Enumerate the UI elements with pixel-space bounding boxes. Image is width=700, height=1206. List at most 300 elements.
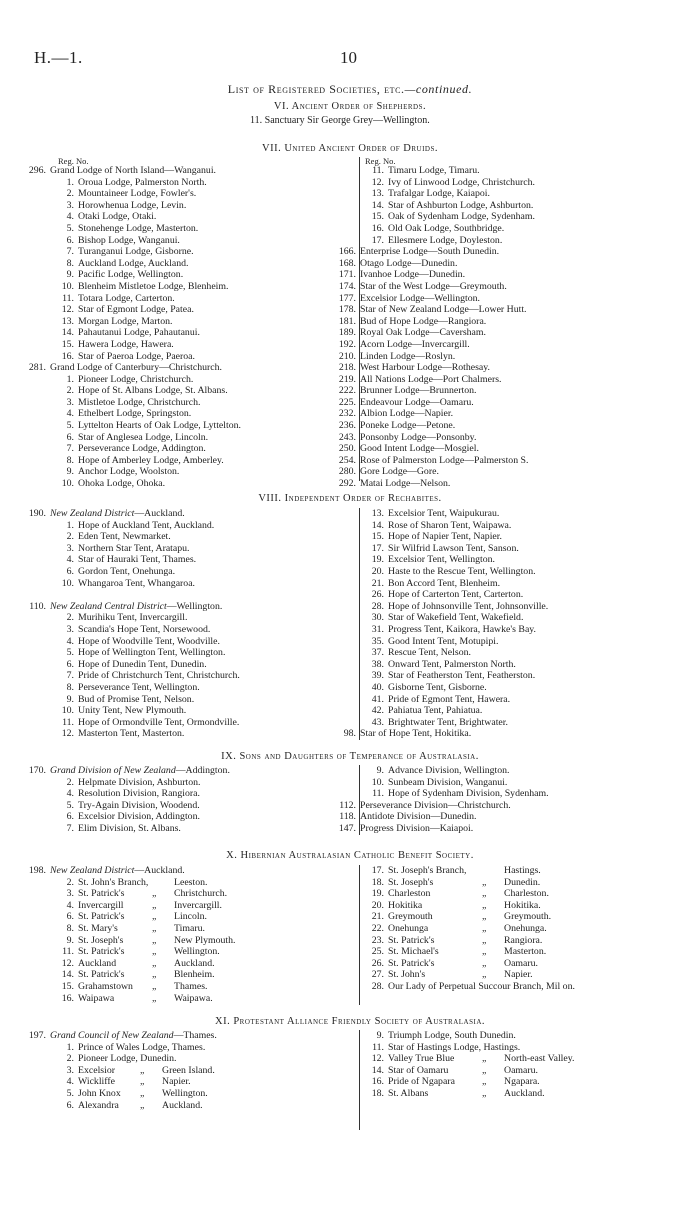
list-item bbox=[322, 165, 535, 177]
entry-text: —Auckland. bbox=[134, 508, 185, 519]
entry-text: Stonehenge Lodge, Masterton. bbox=[78, 222, 199, 234]
entry-number: 26. bbox=[371, 957, 384, 969]
entry-text: Royal Oak Lodge—Caversham. bbox=[360, 327, 486, 339]
entry-location: Napier. bbox=[504, 969, 533, 981]
entry-number: 4. bbox=[66, 899, 74, 911]
entry-text: Star of New Zealand Lodge—Lower Hutt. bbox=[360, 304, 527, 316]
ditto-mark: „ bbox=[482, 957, 487, 969]
entry-text: Trafalgar Lodge, Kaiapoi. bbox=[388, 188, 490, 200]
entry-text: Otaki Lodge, Otaki. bbox=[78, 211, 157, 223]
entry-number: 232. bbox=[338, 408, 356, 420]
list-item bbox=[322, 443, 535, 455]
list-item bbox=[12, 823, 230, 835]
ditto-mark: „ bbox=[140, 1087, 145, 1099]
entry-number: 7. bbox=[66, 822, 74, 834]
entry-name: St. Michael's bbox=[388, 946, 439, 958]
ditto-mark: „ bbox=[482, 876, 487, 888]
list-item bbox=[322, 281, 535, 293]
entry-text: Murihiku Tent, Invercargill. bbox=[78, 612, 188, 624]
entry-text: Ellesmere Lodge, Doyleston. bbox=[388, 234, 503, 246]
entry-text: —Addington. bbox=[175, 765, 230, 776]
list-item bbox=[12, 223, 241, 235]
entry-text: Pacific Lodge, Wellington. bbox=[78, 269, 184, 281]
entry-title-italic: New Zealand District bbox=[50, 508, 135, 519]
list-item bbox=[322, 946, 575, 958]
list-item bbox=[12, 327, 241, 339]
entry-number: 168. bbox=[338, 257, 356, 269]
list-item bbox=[12, 362, 241, 374]
entry-text: Hawera Lodge, Hawera. bbox=[78, 338, 174, 350]
entry-number: 3. bbox=[66, 542, 74, 554]
entry-title-italic: Grand Division of New Zealand bbox=[50, 765, 176, 776]
section-x-left-column bbox=[12, 865, 236, 1004]
entry-number: 31. bbox=[371, 623, 384, 635]
entry-text: Blenheim Mistletoe Lodge, Blenheim. bbox=[78, 280, 229, 292]
entry-text: Sunbeam Division, Wanganui. bbox=[388, 776, 508, 788]
list-item bbox=[12, 339, 241, 351]
entry-number: 4. bbox=[66, 635, 74, 647]
entry-number: 40. bbox=[371, 681, 384, 693]
ditto-mark: „ bbox=[482, 1087, 487, 1099]
list-item bbox=[322, 269, 535, 281]
entry-number: 10. bbox=[61, 577, 74, 589]
list-item bbox=[12, 636, 240, 648]
entry-text: Poneke Lodge—Petone. bbox=[360, 420, 456, 432]
list-item bbox=[12, 508, 240, 520]
entry-name: Star of Oamaru bbox=[388, 1064, 449, 1076]
entry-number: 11. bbox=[62, 946, 74, 958]
list-item bbox=[322, 351, 535, 363]
entry-number: 3. bbox=[66, 199, 74, 211]
entry-name: Pride of Ngapara bbox=[388, 1076, 455, 1088]
entry-number: 14. bbox=[371, 1064, 384, 1076]
entry-number: 12. bbox=[371, 1053, 384, 1065]
list-item bbox=[322, 1030, 574, 1042]
entry-number: 6. bbox=[66, 811, 74, 823]
list-item bbox=[12, 316, 241, 328]
list-item bbox=[12, 304, 241, 316]
entry-location: Timaru. bbox=[174, 922, 205, 934]
entry-location: Hokitika. bbox=[504, 899, 541, 911]
list-item bbox=[322, 647, 548, 659]
entry-name: St. Patrick's bbox=[78, 911, 125, 923]
entry-number: 3. bbox=[66, 623, 74, 635]
list-item bbox=[322, 601, 548, 613]
entry-text: Grand Lodge of North Island—Wanganui. bbox=[50, 165, 216, 176]
entry-text: Excelsior Division, Addington. bbox=[78, 811, 200, 823]
list-item bbox=[322, 200, 535, 212]
entry-number: 30. bbox=[371, 612, 384, 624]
entry-number: 236. bbox=[338, 420, 356, 432]
entry-text: Rose of Sharon Tent, Waipawa. bbox=[388, 519, 512, 531]
entry-name: St. Mary's bbox=[78, 922, 118, 934]
list-item bbox=[12, 293, 241, 305]
ditto-mark: „ bbox=[482, 1064, 487, 1076]
list-item bbox=[12, 981, 236, 993]
entry-number: 4. bbox=[66, 211, 74, 223]
entry-number: 4. bbox=[66, 788, 74, 800]
entry-name: Hokitika bbox=[388, 899, 423, 911]
entry-number: 222. bbox=[338, 385, 356, 397]
entry-number: 16. bbox=[61, 992, 74, 1004]
entry-text: Excelsior Tent, Wellington. bbox=[388, 554, 495, 566]
entry-number: 18. bbox=[371, 1087, 384, 1099]
entry-number: 2. bbox=[66, 188, 74, 200]
list-item bbox=[322, 362, 535, 374]
list-item bbox=[12, 670, 240, 682]
entry-number: 27. bbox=[371, 969, 384, 981]
entry-text: Ethelbert Lodge, Springston. bbox=[78, 408, 192, 420]
list-item bbox=[322, 589, 548, 601]
entry-number: 178. bbox=[338, 304, 356, 316]
list-item bbox=[322, 969, 575, 981]
list-item bbox=[12, 888, 236, 900]
list-item bbox=[12, 165, 241, 177]
list-item bbox=[12, 717, 240, 729]
entry-text: Hope of Wellington Tent, Wellington. bbox=[78, 647, 226, 659]
entry-number: 41. bbox=[371, 693, 384, 705]
list-item bbox=[12, 705, 240, 717]
entry-text: Endeavour Lodge—Oamaru. bbox=[360, 396, 474, 408]
entry-number: 14. bbox=[371, 519, 384, 531]
ditto-mark: „ bbox=[152, 911, 157, 923]
section-ix-left-column bbox=[12, 765, 230, 835]
entry-number: 21. bbox=[371, 577, 384, 589]
entry-number: 177. bbox=[338, 292, 356, 304]
entry-number: 20. bbox=[371, 899, 384, 911]
entry-text: Resolution Division, Rangiora. bbox=[78, 788, 200, 800]
entry-title-italic: New Zealand District bbox=[50, 865, 135, 876]
ditto-mark: „ bbox=[152, 992, 157, 1004]
list-item bbox=[12, 578, 240, 590]
ditto-mark: „ bbox=[140, 1064, 145, 1076]
entry-name: Charleston bbox=[388, 888, 431, 900]
entry-text: Pioneer Lodge, Christchurch. bbox=[78, 373, 194, 385]
entry-text: Triumph Lodge, South Dunedin. bbox=[388, 1030, 516, 1041]
entry-title-italic: Grand Council of New Zealand bbox=[50, 1030, 174, 1041]
entry-text: Matai Lodge—Nelson. bbox=[360, 478, 451, 490]
entry-number: 166. bbox=[338, 246, 356, 258]
entry-number: 18. bbox=[371, 876, 384, 888]
section-vi-heading: VI. Ancient Order of Shepherds. bbox=[273, 101, 427, 112]
list-item bbox=[12, 1076, 217, 1088]
entry-text: Our Lady of Perpetual Succour Branch, Mil on. bbox=[388, 980, 575, 992]
ditto-mark: „ bbox=[482, 899, 487, 911]
entry-text: Pride of Christchurch Tent, Christchurch. bbox=[78, 670, 240, 682]
list-item bbox=[322, 420, 535, 432]
entry-text: Hope of Napier Tent, Napier. bbox=[388, 531, 502, 543]
entry-number: 6. bbox=[66, 565, 74, 577]
entry-number: 181. bbox=[338, 315, 356, 327]
entry-number: 5. bbox=[66, 420, 74, 432]
entry-text: Auckland Lodge, Auckland. bbox=[78, 257, 189, 269]
section-xi-left-column bbox=[12, 1030, 217, 1111]
entry-text: Star of Featherston Tent, Featherston. bbox=[388, 670, 536, 682]
entry-number: 6. bbox=[66, 1099, 74, 1111]
entry-text: Gordon Tent, Onehunga. bbox=[78, 565, 176, 577]
entry-number: 250. bbox=[338, 443, 356, 455]
list-item bbox=[322, 188, 535, 200]
list-item bbox=[322, 508, 548, 520]
entry-number: 8. bbox=[66, 257, 74, 269]
entry-text: Good Intent Tent, Motupipi. bbox=[388, 635, 499, 647]
entry-number: 16. bbox=[61, 350, 74, 362]
entry-text: Excelsior Tent, Waipukurau. bbox=[388, 508, 500, 519]
list-item bbox=[12, 408, 241, 420]
entry-number: 112. bbox=[339, 799, 356, 811]
entry-name: St. Joseph's bbox=[388, 876, 434, 888]
list-item bbox=[322, 958, 575, 970]
list-item bbox=[12, 566, 240, 578]
section-viii-left-column bbox=[12, 508, 240, 740]
entry-text: Pahiatua Tent, Pahiatua. bbox=[388, 705, 483, 717]
entry-text: Progress Division—Kaiapoi. bbox=[360, 822, 474, 834]
list-item bbox=[322, 888, 575, 900]
entry-number: 10. bbox=[61, 280, 74, 292]
section-x-heading: X. Hibernian Australasian Catholic Benefit Society. bbox=[226, 850, 474, 861]
entry-name: St. Patrick's bbox=[388, 957, 435, 969]
entry-text: Star of Anglesea Lodge, Lincoln. bbox=[78, 431, 209, 443]
list-item bbox=[12, 520, 240, 532]
entry-text: Totara Lodge, Carterton. bbox=[78, 292, 175, 304]
entry-text: Hope of Auckland Tent, Auckland. bbox=[78, 519, 215, 531]
list-item bbox=[12, 969, 236, 981]
entry-number: 37. bbox=[371, 647, 384, 659]
entry-name: Grahamstown bbox=[78, 980, 133, 992]
entry-name: St. Joseph's Branch, bbox=[388, 865, 467, 876]
entry-name: St. Joseph's bbox=[78, 934, 124, 946]
list-item bbox=[12, 258, 241, 270]
list-gap bbox=[12, 589, 240, 601]
entry-number: 9. bbox=[66, 693, 74, 705]
entry-number: 189. bbox=[338, 327, 356, 339]
entry-number: 3. bbox=[66, 396, 74, 408]
entry-number: 9. bbox=[66, 466, 74, 478]
list-item bbox=[322, 694, 548, 706]
entry-number: 5. bbox=[66, 647, 74, 659]
entry-number: 14. bbox=[371, 199, 384, 211]
ditto-mark: „ bbox=[152, 969, 157, 981]
list-item bbox=[12, 935, 236, 947]
list-item bbox=[322, 1053, 574, 1065]
entry-number: 7. bbox=[66, 246, 74, 258]
section-viii-heading: VIII. Independent Order of Rechabites. bbox=[258, 493, 442, 504]
list-item bbox=[12, 420, 241, 432]
entry-number: 13. bbox=[371, 188, 384, 200]
entry-name: Valley True Blue bbox=[388, 1053, 455, 1065]
entry-text: Gore Lodge—Gore. bbox=[360, 466, 439, 478]
entry-text: Albion Lodge—Napier. bbox=[360, 408, 454, 420]
entry-text: —Thames. bbox=[173, 1030, 217, 1041]
section-viii-right-column bbox=[322, 508, 548, 740]
entry-number: 11. bbox=[62, 716, 74, 728]
entry-number: 5. bbox=[66, 799, 74, 811]
entry-number: 10. bbox=[61, 705, 74, 717]
entry-location: North-east Valley. bbox=[504, 1053, 575, 1065]
list-item bbox=[322, 316, 535, 328]
entry-text: Perseverance Lodge, Addington. bbox=[78, 443, 206, 455]
entry-number: 6. bbox=[66, 658, 74, 670]
entry-text: Hope of Johnsonville Tent, Johnsonville. bbox=[388, 600, 549, 612]
list-item bbox=[12, 443, 241, 455]
entry-number: 15. bbox=[61, 980, 74, 992]
entry-location: Wellington. bbox=[162, 1087, 208, 1099]
entry-name: Invercargill bbox=[78, 899, 124, 911]
entry-text: Bud of Promise Tent, Nelson. bbox=[78, 693, 195, 705]
list-item bbox=[322, 811, 549, 823]
ditto-mark: „ bbox=[152, 946, 157, 958]
list-item bbox=[322, 566, 548, 578]
entry-text: Hope of Sydenham Division, Sydenham. bbox=[388, 788, 549, 800]
entry-text: Ivanhoe Lodge—Dunedin. bbox=[360, 269, 466, 281]
entry-text: Otago Lodge—Dunedin. bbox=[360, 257, 458, 269]
entry-text: Turanganui Lodge, Gisborne. bbox=[78, 246, 194, 258]
entry-name: John Knox bbox=[78, 1087, 121, 1099]
entry-number: 19. bbox=[371, 554, 384, 566]
entry-text: Star of Paeroa Lodge, Paeroa. bbox=[78, 350, 195, 362]
list-item bbox=[322, 543, 548, 555]
entry-text: Ivy of Linwood Lodge, Christchurch. bbox=[388, 176, 535, 188]
ditto-mark: „ bbox=[152, 980, 157, 992]
list-item bbox=[12, 351, 241, 363]
list-item bbox=[322, 327, 535, 339]
list-item bbox=[12, 397, 241, 409]
section-xi-heading: XI. Protestant Alliance Friendly Society of Australasia. bbox=[215, 1016, 485, 1027]
list-item bbox=[12, 946, 236, 958]
entry-text: Northern Star Tent, Aratapu. bbox=[78, 542, 190, 554]
entry-location: Rangiora. bbox=[504, 934, 543, 946]
list-item bbox=[322, 304, 535, 316]
list-item bbox=[12, 728, 240, 740]
entry-number: 11. bbox=[62, 292, 74, 304]
list-item bbox=[12, 281, 241, 293]
entry-number: 13. bbox=[371, 508, 384, 519]
section-ix-heading: IX. Sons and Daughters of Temperance of Australasia. bbox=[221, 751, 479, 762]
list-item bbox=[322, 800, 549, 812]
entry-name: St. Albans bbox=[388, 1087, 429, 1099]
entry-number: 3. bbox=[66, 888, 74, 900]
list-item bbox=[322, 385, 535, 397]
list-item bbox=[12, 900, 236, 912]
entry-text: Oroua Lodge, Palmerston North. bbox=[78, 176, 207, 188]
entry-number: 17. bbox=[371, 865, 384, 876]
entry-text: Linden Lodge—Roslyn. bbox=[360, 350, 456, 362]
list-item bbox=[322, 520, 548, 532]
entry-number: 5. bbox=[66, 1087, 74, 1099]
list-item bbox=[322, 531, 548, 543]
entry-text: Star of Wakefield Tent, Wakefield. bbox=[388, 612, 524, 624]
list-item bbox=[322, 682, 548, 694]
entry-number: 2. bbox=[66, 776, 74, 788]
reg-no-label-left: Reg. No. bbox=[58, 156, 89, 166]
list-item bbox=[322, 728, 548, 740]
entry-text: Brunner Lodge—Brunnerton. bbox=[360, 385, 477, 397]
entry-text: Hope of Ormondville Tent, Ormondville. bbox=[78, 716, 240, 728]
entry-location: Hastings. bbox=[504, 865, 541, 876]
entry-name: Excelsior bbox=[78, 1064, 115, 1076]
entry-text: Old Oak Lodge, Southbridge. bbox=[388, 222, 505, 234]
entry-location: Auckland. bbox=[174, 957, 215, 969]
list-item bbox=[322, 865, 575, 877]
entry-text: Acorn Lodge—Invercargill. bbox=[360, 338, 470, 350]
ditto-mark: „ bbox=[482, 888, 487, 900]
list-item bbox=[322, 1076, 574, 1088]
ditto-mark: „ bbox=[152, 934, 157, 946]
list-item bbox=[12, 612, 240, 624]
entry-text: Rescue Tent, Nelson. bbox=[388, 647, 471, 659]
entry-text: Pioneer Lodge, Dunedin. bbox=[78, 1053, 177, 1065]
entry-number: 12. bbox=[61, 728, 74, 740]
list-item bbox=[12, 531, 240, 543]
entry-number: 16. bbox=[371, 1076, 384, 1088]
list-item bbox=[12, 911, 236, 923]
entry-number: 13. bbox=[61, 315, 74, 327]
entry-text: Hope of Amberley Lodge, Amberley. bbox=[78, 454, 224, 466]
list-item bbox=[322, 432, 535, 444]
ditto-mark: „ bbox=[482, 969, 487, 981]
entry-number: 6. bbox=[66, 911, 74, 923]
section-vii-heading: VII. United Ancient Order of Druids. bbox=[262, 143, 438, 154]
entry-number: 15. bbox=[371, 531, 384, 543]
entry-number: 11. bbox=[372, 165, 384, 176]
list-item bbox=[322, 374, 535, 386]
entry-text: Hope of Dunedin Tent, Dunedin. bbox=[78, 658, 207, 670]
list-item bbox=[322, 765, 549, 777]
list-item bbox=[12, 1100, 217, 1112]
list-item bbox=[322, 397, 535, 409]
list-item bbox=[322, 900, 575, 912]
entry-number: 225. bbox=[338, 396, 356, 408]
entry-location: Greymouth. bbox=[504, 911, 552, 923]
entry-text: Try-Again Division, Woodend. bbox=[78, 799, 200, 811]
list-item bbox=[12, 811, 230, 823]
list-item bbox=[12, 385, 241, 397]
ditto-mark: „ bbox=[140, 1099, 145, 1111]
list-item bbox=[12, 1065, 217, 1077]
list-item bbox=[12, 374, 241, 386]
entry-number: 15. bbox=[371, 211, 384, 223]
entry-location: Lincoln. bbox=[174, 911, 207, 923]
list-item bbox=[322, 339, 535, 351]
entry-name: Auckland bbox=[78, 957, 117, 969]
entry-text: —Auckland. bbox=[134, 865, 185, 876]
list-item bbox=[322, 935, 575, 947]
list-item bbox=[12, 554, 240, 566]
entry-text: Advance Division, Wellington. bbox=[388, 765, 510, 776]
list-item bbox=[322, 624, 548, 636]
entry-location: New Plymouth. bbox=[174, 934, 236, 946]
entry-name: Alexandra bbox=[78, 1099, 119, 1111]
entry-number: 14. bbox=[61, 969, 74, 981]
entry-number: 21. bbox=[371, 911, 384, 923]
entry-number: 171. bbox=[338, 269, 356, 281]
entry-text: Star of Hauraki Tent, Thames. bbox=[78, 554, 197, 566]
entry-number: 4. bbox=[66, 554, 74, 566]
entry-text: Excelsior Lodge—Wellington. bbox=[360, 292, 481, 304]
entry-text: Enterprise Lodge—South Dunedin. bbox=[360, 246, 500, 258]
entry-text: —Wellington. bbox=[166, 600, 223, 612]
entry-text: All Nations Lodge—Port Chalmers. bbox=[360, 373, 502, 385]
section-vii-right-column bbox=[322, 165, 535, 490]
ditto-mark: „ bbox=[482, 1053, 487, 1065]
entry-number: 9. bbox=[66, 269, 74, 281]
entry-location: Auckland. bbox=[504, 1087, 545, 1099]
entry-number: 6. bbox=[66, 234, 74, 246]
list-item bbox=[322, 981, 575, 993]
list-item bbox=[12, 659, 240, 671]
entry-number: 98. bbox=[343, 728, 356, 740]
ditto-mark: „ bbox=[482, 922, 487, 934]
